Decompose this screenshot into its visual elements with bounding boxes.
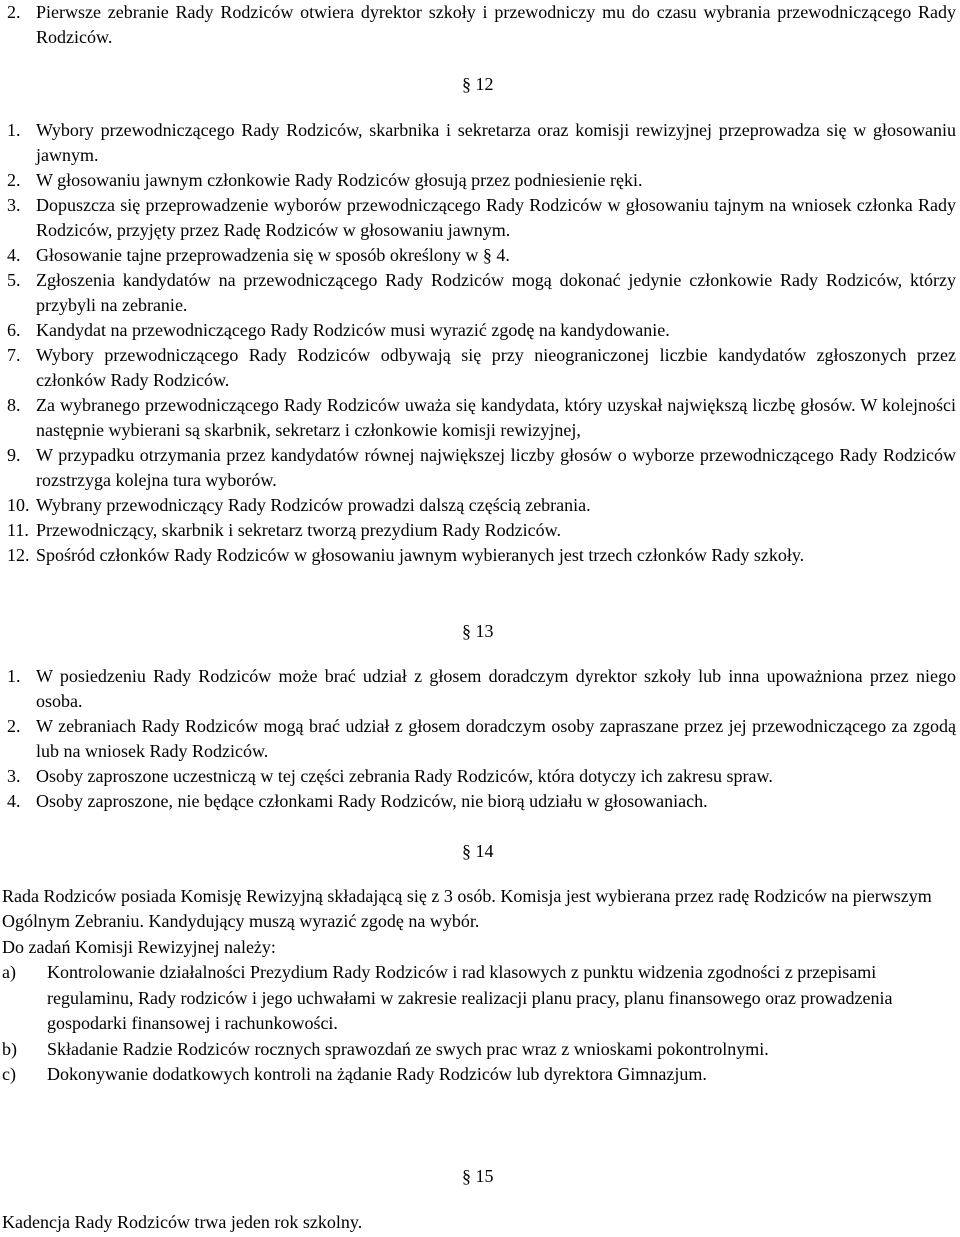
item-text: W przypadku otrzymania przez kandydatów równej największej liczby głosów o wyborze przewodniczącego Rady Rodziców rozstrzyga kolejna tura wyborów. <box>36 445 956 490</box>
item-number: 7. <box>7 345 21 365</box>
list-item <box>7 193 956 243</box>
item-text: W zebraniach Rady Rodziców mogą brać udział z głosem doradczym osoby zapraszane przez jej przewodniczącego za zgodą lub na wniosek Rady Rodziców. <box>36 716 956 761</box>
list-item <box>7 268 956 318</box>
item-text: Głosowanie tajne przeprowadzenia się w sposób określony w § 4. <box>36 245 510 265</box>
section-12-items <box>7 118 956 568</box>
section-heading-12 <box>462 72 494 97</box>
item-number: 4. <box>7 245 21 265</box>
section-15-paragraph: Kadencja Rady Rodziców trwa jeden rok szkolny. <box>2 1212 363 1232</box>
item-number: 2. <box>7 170 21 190</box>
item-number: 8. <box>7 395 21 415</box>
section-heading-14 <box>462 839 494 864</box>
item-text: Zgłoszenia kandydatów na przewodniczącego Rady Rodziców mogą dokonać jedynie członkowie Rady Rodziców, którzy przybyli na zebranie. <box>36 270 956 315</box>
list-item <box>7 168 956 193</box>
section-14-intro: Do zadań Komisji Rewizyjnej należy: <box>2 937 276 957</box>
item-number: 1. <box>7 120 21 140</box>
item-text: Dopuszcza się przeprowadzenie wyborów przewodniczącego Rady Rodziców w głosowaniu tajnym na wniosek członka Rady Rodziców, przyjęty przez Radę Rodziców w głosowaniu jawnym. <box>36 195 956 240</box>
list-item <box>7 664 956 714</box>
list-item <box>7 443 956 493</box>
item-number: 2. <box>7 716 21 736</box>
list-item <box>7 243 956 268</box>
item-number: 10. <box>7 495 30 515</box>
item-letter: a) <box>2 962 16 982</box>
list-item <box>7 714 956 764</box>
section-13-items <box>7 664 956 814</box>
item-list-top <box>7 0 956 50</box>
item-text: W posiedzeniu Rady Rodziców może brać udział z głosem doradczym dyrektor szkoły lub inna upoważniona przez niego osoba. <box>36 666 956 711</box>
item-text: Wybrany przewodniczący Rady Rodziców prowadzi dalszą częścią zebrania. <box>36 495 591 515</box>
item-number: 6. <box>7 320 21 340</box>
section-mark: § 12 <box>462 74 494 94</box>
section-14-paragraph: Rada Rodziców posiada Komisję Rewizyjną składającą się z 3 osób. Komisja jest wybierana przez radę Rodziców na pierwszym Ogólnym Zebraniu. Kandydujący muszą wyrazić zgodę na wybór. <box>2 886 932 931</box>
item-number: 5. <box>7 270 21 290</box>
section-mark: § 15 <box>462 1166 494 1186</box>
item-text: Za wybranego przewodniczącego Rady Rodziców uważa się kandydata, który uzyskał największą liczbę głosów. W kolejności następnie wybierani są skarbnik, sekretarz i członkowie komisji rewizyjnej, <box>36 395 956 440</box>
item-number: 12. <box>7 545 30 565</box>
item-number: 4. <box>7 791 21 811</box>
section-mark: § 14 <box>462 841 494 861</box>
item-text: Kandydat na przewodniczącego Rady Rodziców musi wyrazić zgodę na kandydowanie. <box>36 320 670 340</box>
item-number: 3. <box>7 195 21 215</box>
section-mark: § 13 <box>462 621 494 641</box>
item-text: Wybory przewodniczącego Rady Rodziców odbywają się przy nieograniczonej liczbie kandydatów zgłoszonych przez członków Rady Rodziców. <box>36 345 956 390</box>
list-item <box>7 493 956 518</box>
section-heading-15 <box>462 1164 494 1189</box>
item-number: 11. <box>7 520 29 540</box>
item-text: W głosowaniu jawnym członkowie Rady Rodziców głosują przez podniesienie ręki. <box>36 170 643 190</box>
list-item <box>7 343 956 393</box>
list-item <box>7 118 956 168</box>
item-number: 2. <box>7 2 21 22</box>
item-text: Kontrolowanie działalności Prezydium Rady Rodziców i rad klasowych z punktu widzenia zgodności z przepisami regulaminu, Rady rodziców i jego uchwałami w zakresie realizacji planu pracy, planu finansowego oraz prowadzenia gospodarki finansowej i rachunkowości. <box>47 962 893 1033</box>
letter-item <box>2 1062 942 1088</box>
item-letter: c) <box>2 1064 16 1084</box>
list-item <box>7 764 956 789</box>
item-number: 9. <box>7 445 21 465</box>
item-text: Osoby zaproszone uczestniczą w tej części zebrania Rady Rodziców, która dotyczy ich zakresu spraw. <box>36 766 773 786</box>
item-text: Składanie Radzie Rodziców rocznych sprawozdań ze swych prac wraz z wnioskami pokontrolnymi. <box>47 1038 769 1059</box>
item-text: Wybory przewodniczącego Rady Rodziców, skarbnika i sekretarza oraz komisji rewizyjnej przeprowadza się w głosowaniu jawnym. <box>36 120 956 165</box>
item-text: Dokonywanie dodatkowych kontroli na żądanie Rady Rodziców lub dyrektora Gimnazjum. <box>47 1064 707 1084</box>
list-item <box>7 0 956 50</box>
letter-item <box>2 960 942 1037</box>
item-text: Osoby zaproszone, nie będące członkami Rady Rodziców, nie biorą udziału w głosowaniach. <box>36 791 708 811</box>
list-item <box>7 543 956 568</box>
item-text: Pierwsze zebranie Rady Rodziców otwiera dyrektor szkoły i przewodniczy mu do czasu wybrania przewodniczącego Rady Rodziców. <box>36 2 956 47</box>
section-14-letter-list <box>2 960 942 1088</box>
item-letter: b) <box>2 1038 17 1059</box>
item-number: 1. <box>7 666 21 686</box>
list-item <box>7 393 956 443</box>
item-text: Spośród członków Rady Rodziców w głosowaniu jawnym wybieranych jest trzech członków Rady szkoły. <box>36 545 805 565</box>
list-item <box>7 518 956 543</box>
item-text: Przewodniczący, skarbnik i sekretarz tworzą prezydium Rady Rodziców. <box>36 520 561 540</box>
letter-item <box>2 1037 942 1063</box>
list-item <box>7 318 956 343</box>
list-item <box>7 789 956 814</box>
section-heading-13 <box>462 619 494 644</box>
item-number: 3. <box>7 766 21 786</box>
